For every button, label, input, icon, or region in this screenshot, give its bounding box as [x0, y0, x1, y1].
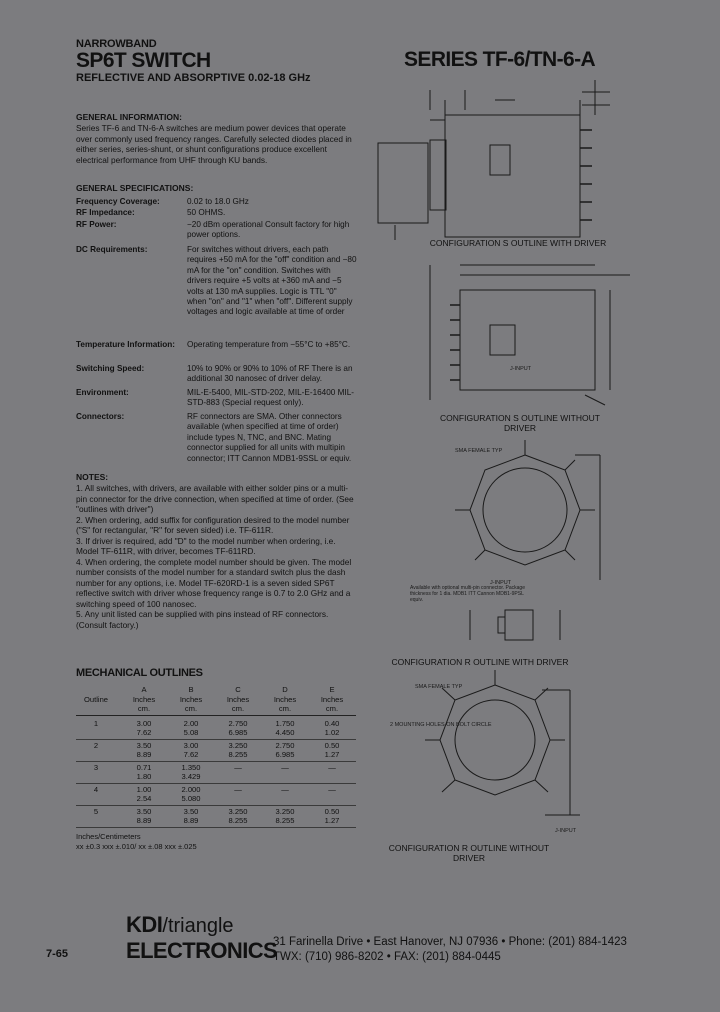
notes-heading: NOTES: [76, 472, 109, 482]
table-cell: 8.89 [136, 750, 152, 759]
spec-label: DC Requirements: [76, 245, 148, 254]
note-item: 4. When ordering, the complete model number should be given. The model number consists of the model number for a standard switch plus the dash number for any options, i.e. Model TF-620RD-1 is a seven sided SP6T reflective switch with driver whose frequency range is 0.7 to 2.0 GHz and a switching speed of 100 nanosec. [76, 556, 352, 609]
table-row [76, 719, 356, 739]
table-cell: — [281, 785, 289, 794]
outline-number: 3 [93, 763, 99, 772]
table-cell: 0.50 [324, 741, 340, 750]
table-cell: 2.750 [275, 741, 295, 750]
spec-label: Switching Speed: [76, 364, 145, 373]
table-cell: 0.71 [136, 763, 152, 772]
table-cell: 1.750 [275, 719, 295, 728]
j-input-label-r2: J-INPUT [555, 828, 577, 834]
table-cell: 8.255 [228, 750, 248, 759]
table-units-row [76, 695, 356, 713]
spec-value: For switches without drivers, each path requires +50 mA for the "off" condition and −80 mA for the "on" condition. Switches with drivers require +5 volts at +360 mA and −5 volts at 130 mA supplies. Logic is TTL "0" when "on" and "1" when "off". Different supply voltages and logic available at time of order [187, 245, 357, 317]
table-cell: 3.00 [136, 719, 152, 728]
spec-label: Frequency Coverage: [76, 197, 160, 206]
connector-note: Available with optional multi-pin connector. Package thickness for 1 dia. MDB1 ITT Cannon MDB1-9PSL equiv. [410, 585, 525, 603]
table-cell: 2.00 [183, 719, 199, 728]
spec-label: RF Power: [76, 220, 117, 229]
general-info-heading: GENERAL INFORMATION: [76, 112, 182, 122]
mounting-holes-label: 2 MOUNTING HOLES ON BOLT CIRCLE [390, 722, 492, 728]
page-number: 7-65 [46, 948, 69, 960]
config-r-driver-caption: CONFIGURATION R OUTLINE WITH DRIVER [391, 657, 569, 667]
table-cell: 8.89 [183, 816, 199, 825]
outline-number: 2 [93, 741, 99, 750]
table-cell: 7.62 [183, 750, 199, 759]
table-row [76, 785, 356, 805]
table-row [76, 763, 356, 783]
sma-female-label: SMA FEMALE TYP [455, 448, 503, 454]
unit-label: Inches cm. [226, 695, 250, 713]
table-cell: 0.40 [324, 719, 340, 728]
table-cell: 3.250 [228, 741, 248, 750]
table-cell: 3.250 [228, 807, 248, 816]
config-r-driver-drawing [455, 440, 600, 640]
config-s-nodriver-drawing [430, 265, 630, 405]
logo-triangle: /triangle [162, 915, 234, 937]
table-cell: 6.985 [228, 728, 248, 737]
table-cell: 5.08 [183, 728, 199, 737]
spec-value: Operating temperature from −55°C to +85°C. [187, 340, 351, 349]
column-header: Outline [83, 695, 109, 704]
table-cell: 2.750 [228, 719, 248, 728]
row-divider [76, 739, 356, 740]
company-address: 31 Farinella Drive • East Hanover, NJ 07936 • Phone: (201) 884-1423 [273, 936, 627, 948]
row-divider [76, 805, 356, 806]
series-title: SERIES TF-6/TN-6-A [404, 48, 596, 71]
spec-value: RF connectors are SMA. Other connectors available (when specified at time of order) include types N, TNC, and BNC. Mating connector supplied for all units with multipin connector; ITT Cannon MDB1-9SSL or equiv. [187, 412, 352, 463]
row-divider [76, 827, 356, 828]
outline-number: 5 [93, 807, 99, 816]
table-cell: 3.429 [181, 772, 201, 781]
kdi-triangle-logo [126, 912, 234, 938]
table-cell: 7.62 [136, 728, 152, 737]
table-cell: 3.50 [136, 741, 152, 750]
table-cell: — [234, 763, 242, 772]
units-note: Inches/Centimeters [76, 832, 141, 841]
table-cell: 8.255 [228, 816, 248, 825]
mechanical-drawings [370, 80, 715, 870]
table-cell: 1.00 [136, 785, 152, 794]
table-cell: 2.54 [136, 794, 152, 803]
page-subtitle: REFLECTIVE AND ABSORPTIVE 0.02-18 GHz [76, 72, 311, 84]
table-cell: — [234, 785, 242, 794]
spec-value: −20 dBm operational Consult factory for high power options. [187, 220, 350, 240]
notes-list [76, 483, 358, 630]
config-s-driver-caption: CONFIGURATION S OUTLINE WITH DRIVER [429, 238, 607, 248]
logo-electronics: ELECTRONICS [126, 938, 278, 963]
table-cell: 6.985 [275, 750, 295, 759]
table-cell: — [328, 785, 336, 794]
table-cell: 1.80 [136, 772, 152, 781]
spec-label: Temperature Information: [76, 340, 176, 349]
spec-label: Connectors: [76, 412, 125, 421]
table-cell: — [281, 763, 289, 772]
table-cell: 1.350 [181, 763, 201, 772]
table-cell: 1.27 [324, 750, 340, 759]
page-title: SP6T SWITCH [76, 49, 211, 72]
unit-label: Inches cm. [273, 695, 297, 713]
unit-label: Inches cm. [179, 695, 203, 713]
note-item: 5. Any unit listed can be supplied with pins instead of RF connectors. (Consult factory.) [76, 609, 329, 630]
column-header: E [329, 685, 335, 694]
note-item: 1. All switches, with drivers, are available with either solder pins or a multi-pin connector for the drive connection, when specified at time of order. (See "outlines with driver") [76, 483, 354, 514]
table-cell: 4.450 [275, 728, 295, 737]
tolerance-note: xx ±0.3 xxx ±.010/ xx ±.08 xxx ±.025 [76, 842, 197, 851]
spec-value: 10% to 90% or 90% to 10% of RF There is an additional 30 nanosec of driver delay. [187, 364, 353, 384]
table-cell: 5.080 [181, 794, 201, 803]
mechanical-outlines-title: MECHANICAL OUTLINES [76, 667, 203, 679]
note-item: 2. When ordering, add suffix for configuration desired to the model number ("S" for rectangular, "R" for seven sided) i.e. TF-611R. [76, 514, 350, 535]
table-cell: 8.89 [136, 816, 152, 825]
table-cell: 8.255 [275, 816, 295, 825]
column-header: C [235, 685, 241, 694]
j-input-label: J-INPUT [510, 366, 532, 372]
table-row [76, 741, 356, 761]
table-cell: — [328, 763, 336, 772]
table-cell: 1.02 [324, 728, 340, 737]
config-s-nodriver-caption: CONFIGURATION S OUTLINE WITHOUT DRIVER [440, 413, 600, 433]
table-cell: 3.50 [136, 807, 152, 816]
row-divider [76, 783, 356, 784]
outline-number: 1 [93, 719, 99, 728]
row-divider [76, 761, 356, 762]
table-cell: 1.27 [324, 816, 340, 825]
table-cell: 3.00 [183, 741, 199, 750]
spec-value: 0.02 to 18.0 GHz [187, 197, 249, 206]
tolerance-footnote [76, 832, 197, 852]
spec-label: RF Impedance: [76, 208, 135, 217]
column-header: D [282, 685, 288, 694]
config-r-nodriver-drawing [425, 670, 580, 815]
sma-female-label-r: SMA FEMALE TYP [415, 684, 463, 690]
outline-number: 4 [93, 785, 99, 794]
table-cell: 3.50 [183, 807, 199, 816]
table-cell: 3.250 [275, 807, 295, 816]
j-input-label-r: J-INPUT [490, 580, 512, 586]
config-s-driver-drawing [378, 80, 610, 240]
general-info-text: Series TF-6 and TN-6-A switches are medium power devices that operate over commonly used frequency ranges. Carefully selected diodes placed in either series, series-shunt, or shunt configurations produce excellent electrical performance from UHF through KU bands. [76, 123, 352, 165]
config-r-nodriver-caption: CONFIGURATION R OUTLINE WITHOUT DRIVER [388, 843, 550, 863]
table-cell: 2.000 [181, 785, 201, 794]
category-label: NARROWBAND [76, 38, 157, 50]
unit-label: Inches cm. [132, 695, 156, 713]
general-spec-heading: GENERAL SPECIFICATIONS: [76, 183, 194, 193]
column-header: B [188, 685, 194, 694]
column-header: A [141, 685, 147, 694]
spec-label: Environment: [76, 388, 129, 397]
logo-kdi: KDI [126, 912, 163, 937]
spec-value: MIL-E-5400, MIL-STD-202, MIL-E-16400 MIL-STD-883 (Special request only). [187, 388, 354, 408]
table-cell: 0.50 [324, 807, 340, 816]
company-contact: TWX: (710) 986-8202 • FAX: (201) 884-0445 [273, 951, 501, 963]
spec-value: 50 OHMS. [187, 208, 226, 217]
note-item: 3. If driver is required, add "D" to the model number when ordering, i.e. Model TF-611R, with driver, becomes TF-611RD. [76, 535, 336, 556]
table-row [76, 807, 356, 827]
unit-label: Inches cm. [320, 695, 344, 713]
table-divider [76, 715, 356, 716]
